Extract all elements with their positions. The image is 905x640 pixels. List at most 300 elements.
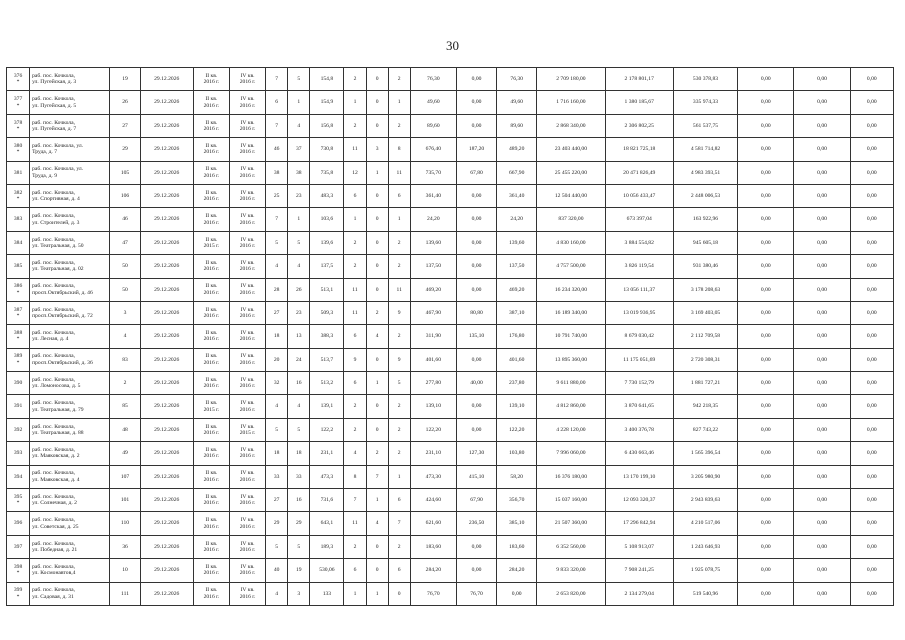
cell-deadline-date: 29.12.2026 bbox=[140, 372, 193, 395]
cell-cost-total: 16 189 340,00 bbox=[537, 301, 605, 324]
cell-rooms-total: 8 bbox=[344, 465, 366, 488]
cell-cost-fund: 7 730 152,79 bbox=[605, 372, 673, 395]
cell-residents-relocated: 5 bbox=[288, 535, 310, 558]
cell-house-id: 3 bbox=[110, 301, 140, 324]
cell-residents-relocated: 19 bbox=[288, 559, 310, 582]
cell-cost-total: 6 352 560,00 bbox=[537, 535, 605, 558]
cell-cost-region: 4 581 714,82 bbox=[673, 138, 737, 161]
cell-rooms-total: 11 bbox=[344, 138, 366, 161]
cell-cost-other: 0,00 bbox=[850, 301, 893, 324]
cell-start-quarter: II кв. 2016 г. bbox=[193, 559, 229, 582]
cell-residents-count: 6 bbox=[266, 91, 288, 114]
cell-house-id: 48 bbox=[110, 418, 140, 441]
cell-area-total: 513,1 bbox=[310, 278, 344, 301]
cell-cost-other: 0,00 bbox=[850, 418, 893, 441]
cell-house-id: 19 bbox=[110, 68, 140, 91]
cell-area-private: 137,50 bbox=[497, 255, 537, 278]
cell-cost-other: 0,00 bbox=[850, 138, 893, 161]
cell-start-quarter: II кв. 2016 г. bbox=[193, 68, 229, 91]
cell-address: раб. пос. Кочкола, ул. Театральная, д. 88 bbox=[30, 418, 110, 441]
cell-row-number: 391 bbox=[7, 395, 30, 418]
cell-rooms-total: 2 bbox=[344, 68, 366, 91]
cell-address: раб. пос. Кочкола, ул. Пугейская, д. 5 bbox=[30, 91, 110, 114]
cell-area-private: 667,90 bbox=[497, 161, 537, 184]
cell-area-municipal: 0,00 bbox=[456, 231, 496, 254]
cell-end-quarter: IV кв. 2016 г. bbox=[229, 138, 265, 161]
cell-cost-fund: 17 296 842,94 bbox=[605, 512, 673, 535]
cell-deadline-date: 29.12.2026 bbox=[140, 255, 193, 278]
cell-cost-municipal: 0,00 bbox=[738, 208, 794, 231]
cell-area-private: 387,10 bbox=[497, 301, 537, 324]
cell-cost-extra: 0,00 bbox=[794, 535, 850, 558]
cell-cost-region: 2 943 839,63 bbox=[673, 489, 737, 512]
cell-row-number: 385 bbox=[7, 255, 30, 278]
cell-cost-municipal: 0,00 bbox=[738, 68, 794, 91]
cell-area-relocated: 735,70 bbox=[410, 161, 456, 184]
cell-end-quarter: IV кв. 2016 г. bbox=[229, 465, 265, 488]
cell-rooms-private: 5 bbox=[388, 372, 410, 395]
cell-rooms-total: 6 bbox=[344, 325, 366, 348]
cell-address: раб. пос. Кочкола, ул. Строителей, д. 3 bbox=[30, 208, 110, 231]
cell-cost-total: 13 895 360,00 bbox=[537, 348, 605, 371]
table-row bbox=[7, 231, 894, 254]
cell-cost-region: 3 205 980,90 bbox=[673, 465, 737, 488]
cell-cost-other: 0,00 bbox=[850, 325, 893, 348]
cell-house-id: 110 bbox=[110, 512, 140, 535]
cell-residents-count: 40 bbox=[266, 559, 288, 582]
cell-deadline-date: 29.12.2026 bbox=[140, 184, 193, 207]
cell-area-municipal: 0,00 bbox=[456, 348, 496, 371]
cell-cost-other: 0,00 bbox=[850, 512, 893, 535]
cell-area-relocated: 621,60 bbox=[410, 512, 456, 535]
cell-cost-fund: 11 175 051,69 bbox=[605, 348, 673, 371]
cell-cost-other: 0,00 bbox=[850, 348, 893, 371]
cell-rooms-private: 11 bbox=[388, 161, 410, 184]
cell-cost-fund: 1 380 185,67 bbox=[605, 91, 673, 114]
cell-rooms-private: 7 bbox=[388, 512, 410, 535]
cell-cost-region: 931 380,46 bbox=[673, 255, 737, 278]
cell-area-private: 139,60 bbox=[497, 231, 537, 254]
cell-address: раб. пос. Кочкола, ул. Маяковская, д. 4 bbox=[30, 465, 110, 488]
cell-cost-region: 942 218,35 bbox=[673, 395, 737, 418]
cell-area-municipal: 0,00 bbox=[456, 184, 496, 207]
cell-residents-count: 5 bbox=[266, 231, 288, 254]
cell-cost-extra: 0,00 bbox=[794, 348, 850, 371]
cell-area-municipal: 67,90 bbox=[456, 489, 496, 512]
cell-row-number: 386 * bbox=[7, 278, 30, 301]
cell-area-relocated: 676,40 bbox=[410, 138, 456, 161]
cell-area-total: 154,9 bbox=[310, 91, 344, 114]
cell-residents-count: 46 bbox=[266, 138, 288, 161]
cell-end-quarter: IV кв. 2016 г. bbox=[229, 325, 265, 348]
cell-cost-total: 23 403 440,00 bbox=[537, 138, 605, 161]
cell-house-id: 47 bbox=[110, 231, 140, 254]
cell-address: раб. пос. Кочкола, ул. Труда, д. 9 bbox=[30, 161, 110, 184]
cell-area-private: 401,60 bbox=[497, 348, 537, 371]
cell-rooms-total: 6 bbox=[344, 184, 366, 207]
table-row bbox=[7, 465, 894, 488]
cell-residents-relocated: 29 bbox=[288, 512, 310, 535]
cell-row-number: 384 bbox=[7, 231, 30, 254]
cell-house-id: 26 bbox=[110, 91, 140, 114]
cell-start-quarter: II кв. 2016 г. bbox=[193, 442, 229, 465]
cell-area-private: 176,80 bbox=[497, 325, 537, 348]
cell-house-id: 49 bbox=[110, 442, 140, 465]
cell-area-relocated: 401,60 bbox=[410, 348, 456, 371]
cell-cost-region: 2 112 709,58 bbox=[673, 325, 737, 348]
cell-deadline-date: 29.12.2026 bbox=[140, 489, 193, 512]
cell-cost-fund: 12 093 320,37 bbox=[605, 489, 673, 512]
cell-area-total: 730,8 bbox=[310, 138, 344, 161]
cell-cost-fund: 3 826 119,54 bbox=[605, 255, 673, 278]
cell-area-municipal: 0,00 bbox=[456, 418, 496, 441]
cell-cost-region: 1 565 396,54 bbox=[673, 442, 737, 465]
cell-house-id: 10 bbox=[110, 559, 140, 582]
table-body bbox=[7, 68, 894, 606]
cell-deadline-date: 29.12.2026 bbox=[140, 114, 193, 137]
cell-residents-relocated: 16 bbox=[288, 489, 310, 512]
cell-cost-region: 4 983 393,51 bbox=[673, 161, 737, 184]
cell-residents-relocated: 3 bbox=[288, 582, 310, 605]
cell-cost-region: 4 210 517,06 bbox=[673, 512, 737, 535]
cell-cost-total: 21 507 360,00 bbox=[537, 512, 605, 535]
cell-row-number: 399 * bbox=[7, 582, 30, 605]
cell-residents-relocated: 24 bbox=[288, 348, 310, 371]
cell-cost-extra: 0,00 bbox=[794, 91, 850, 114]
cell-residents-count: 27 bbox=[266, 301, 288, 324]
cell-cost-region: 2 720 308,31 bbox=[673, 348, 737, 371]
cell-cost-region: 945 605,18 bbox=[673, 231, 737, 254]
cell-cost-municipal: 0,00 bbox=[738, 231, 794, 254]
cell-row-number: 396 bbox=[7, 512, 30, 535]
cell-deadline-date: 29.12.2026 bbox=[140, 582, 193, 605]
cell-cost-other: 0,00 bbox=[850, 231, 893, 254]
cell-address: раб. пос. Кочкола, ул. Пугейская, д. 3 bbox=[30, 68, 110, 91]
cell-cost-municipal: 0,00 bbox=[738, 559, 794, 582]
cell-cost-total: 9 611 880,00 bbox=[537, 372, 605, 395]
cell-rooms-total: 12 bbox=[344, 161, 366, 184]
cell-residents-count: 27 bbox=[266, 489, 288, 512]
cell-cost-other: 0,00 bbox=[850, 535, 893, 558]
cell-rooms-total: 1 bbox=[344, 582, 366, 605]
cell-cost-total: 25 455 220,00 bbox=[537, 161, 605, 184]
cell-area-total: 133 bbox=[310, 582, 344, 605]
cell-start-quarter: II кв. 2016 г. bbox=[193, 465, 229, 488]
cell-cost-municipal: 0,00 bbox=[738, 418, 794, 441]
cell-cost-other: 0,00 bbox=[850, 278, 893, 301]
cell-address: раб. пос. Кочкола, просп.Октябрьский, д. 72 bbox=[30, 301, 110, 324]
cell-address: раб. пос. Кочкола, ул. Спортивная, д. 4 bbox=[30, 184, 110, 207]
cell-cost-municipal: 0,00 bbox=[738, 465, 794, 488]
cell-cost-extra: 0,00 bbox=[794, 255, 850, 278]
cell-residents-relocated: 4 bbox=[288, 395, 310, 418]
cell-cost-extra: 0,00 bbox=[794, 278, 850, 301]
cell-start-quarter: II кв. 2016 г. bbox=[193, 91, 229, 114]
cell-end-quarter: IV кв. 2016 г. bbox=[229, 278, 265, 301]
cell-area-private: 385,10 bbox=[497, 512, 537, 535]
cell-end-quarter: IV кв. 2016 г. bbox=[229, 582, 265, 605]
cell-cost-region: 1 925 078,75 bbox=[673, 559, 737, 582]
cell-rooms-municipal: 0 bbox=[366, 68, 388, 91]
cell-start-quarter: II кв. 2016 г. bbox=[193, 208, 229, 231]
cell-rooms-municipal: 0 bbox=[366, 559, 388, 582]
cell-residents-count: 4 bbox=[266, 395, 288, 418]
cell-cost-total: 10 791 740,00 bbox=[537, 325, 605, 348]
cell-end-quarter: IV кв. 2016 г. bbox=[229, 91, 265, 114]
cell-deadline-date: 29.12.2026 bbox=[140, 91, 193, 114]
cell-rooms-total: 6 bbox=[344, 559, 366, 582]
cell-rooms-total: 2 bbox=[344, 255, 366, 278]
cell-area-private: 122,20 bbox=[497, 418, 537, 441]
cell-area-relocated: 122,20 bbox=[410, 418, 456, 441]
cell-residents-relocated: 5 bbox=[288, 68, 310, 91]
cell-cost-extra: 0,00 bbox=[794, 442, 850, 465]
cell-area-relocated: 467,90 bbox=[410, 301, 456, 324]
cell-deadline-date: 29.12.2026 bbox=[140, 161, 193, 184]
cell-row-number: 390 bbox=[7, 372, 30, 395]
cell-rooms-municipal: 1 bbox=[366, 489, 388, 512]
cell-area-municipal: 0,00 bbox=[456, 255, 496, 278]
cell-residents-relocated: 23 bbox=[288, 184, 310, 207]
cell-residents-relocated: 1 bbox=[288, 91, 310, 114]
cell-area-relocated: 424,60 bbox=[410, 489, 456, 512]
cell-rooms-private: 6 bbox=[388, 184, 410, 207]
cell-rooms-private: 1 bbox=[388, 91, 410, 114]
cell-rooms-private: 1 bbox=[388, 465, 410, 488]
cell-cost-extra: 0,00 bbox=[794, 465, 850, 488]
cell-cost-other: 0,00 bbox=[850, 161, 893, 184]
cell-area-relocated: 89,60 bbox=[410, 114, 456, 137]
cell-end-quarter: IV кв. 2016 г. bbox=[229, 512, 265, 535]
cell-cost-municipal: 0,00 bbox=[738, 395, 794, 418]
cell-rooms-private: 2 bbox=[388, 442, 410, 465]
cell-area-total: 231,1 bbox=[310, 442, 344, 465]
cell-rooms-municipal: 7 bbox=[366, 465, 388, 488]
cell-area-total: 513,7 bbox=[310, 348, 344, 371]
cell-cost-municipal: 0,00 bbox=[738, 372, 794, 395]
cell-end-quarter: IV кв. 2016 г. bbox=[229, 372, 265, 395]
cell-row-number: 397 bbox=[7, 535, 30, 558]
cell-area-municipal: 0,00 bbox=[456, 535, 496, 558]
cell-residents-relocated: 23 bbox=[288, 301, 310, 324]
cell-address: раб. пос. Кочкола, ул. Победная, д. 21 bbox=[30, 535, 110, 558]
cell-address: раб. пос. Кочкола, ул. Маяковская, д. 2 bbox=[30, 442, 110, 465]
cell-area-relocated: 49,60 bbox=[410, 91, 456, 114]
table-row bbox=[7, 395, 894, 418]
cell-rooms-municipal: 0 bbox=[366, 91, 388, 114]
cell-cost-fund: 6 430 663,46 bbox=[605, 442, 673, 465]
cell-rooms-municipal: 0 bbox=[366, 114, 388, 137]
cell-area-relocated: 137,50 bbox=[410, 255, 456, 278]
cell-area-private: 103,80 bbox=[497, 442, 537, 465]
cell-area-municipal: 80,80 bbox=[456, 301, 496, 324]
cell-rooms-private: 2 bbox=[388, 535, 410, 558]
cell-deadline-date: 29.12.2026 bbox=[140, 418, 193, 441]
cell-area-total: 156,8 bbox=[310, 114, 344, 137]
cell-cost-extra: 0,00 bbox=[794, 301, 850, 324]
cell-end-quarter: IV кв. 2016 г. bbox=[229, 559, 265, 582]
cell-cost-municipal: 0,00 bbox=[738, 582, 794, 605]
cell-address: раб. пос. Кочкола, ул. Пугейская, д. 7 bbox=[30, 114, 110, 137]
table-row bbox=[7, 559, 894, 582]
table-row bbox=[7, 208, 894, 231]
cell-cost-municipal: 0,00 bbox=[738, 325, 794, 348]
cell-cost-total: 1 716 160,00 bbox=[537, 91, 605, 114]
cell-area-municipal: 0,00 bbox=[456, 91, 496, 114]
cell-rooms-municipal: 2 bbox=[366, 442, 388, 465]
cell-row-number: 382 * bbox=[7, 184, 30, 207]
cell-start-quarter: II кв. 2016 г. bbox=[193, 372, 229, 395]
cell-deadline-date: 29.12.2026 bbox=[140, 68, 193, 91]
cell-row-number: 389 * bbox=[7, 348, 30, 371]
cell-area-municipal: 0,00 bbox=[456, 278, 496, 301]
cell-area-total: 731,6 bbox=[310, 489, 344, 512]
cell-rooms-municipal: 4 bbox=[366, 325, 388, 348]
cell-cost-total: 837 320,00 bbox=[537, 208, 605, 231]
table-row bbox=[7, 278, 894, 301]
cell-house-id: 85 bbox=[110, 395, 140, 418]
cell-rooms-municipal: 0 bbox=[366, 348, 388, 371]
housing-registry-table bbox=[6, 67, 894, 606]
cell-cost-municipal: 0,00 bbox=[738, 535, 794, 558]
cell-rooms-total: 2 bbox=[344, 231, 366, 254]
cell-residents-count: 4 bbox=[266, 255, 288, 278]
cell-cost-fund: 13 170 199,10 bbox=[605, 465, 673, 488]
cell-area-total: 388,3 bbox=[310, 325, 344, 348]
cell-rooms-municipal: 0 bbox=[366, 418, 388, 441]
cell-row-number: 394 bbox=[7, 465, 30, 488]
cell-area-municipal: 187,20 bbox=[456, 138, 496, 161]
cell-house-id: 50 bbox=[110, 255, 140, 278]
cell-row-number: 380 * bbox=[7, 138, 30, 161]
cell-cost-extra: 0,00 bbox=[794, 161, 850, 184]
cell-end-quarter: IV кв. 2016 г. bbox=[229, 184, 265, 207]
cell-cost-other: 0,00 bbox=[850, 255, 893, 278]
cell-cost-extra: 0,00 bbox=[794, 582, 850, 605]
cell-area-private: 284,20 bbox=[497, 559, 537, 582]
cell-area-municipal: 0,00 bbox=[456, 114, 496, 137]
cell-row-number: 398 * bbox=[7, 559, 30, 582]
cell-cost-fund: 5 108 913,07 bbox=[605, 535, 673, 558]
cell-end-quarter: IV кв. 2016 г. bbox=[229, 114, 265, 137]
cell-residents-count: 7 bbox=[266, 208, 288, 231]
cell-rooms-total: 11 bbox=[344, 278, 366, 301]
cell-deadline-date: 29.12.2026 bbox=[140, 278, 193, 301]
cell-residents-relocated: 5 bbox=[288, 231, 310, 254]
cell-address: раб. пос. Кочкола, ул. Театральная, д. 79 bbox=[30, 395, 110, 418]
cell-address: раб. пос. Кочкола, ул. Труда, д. 7 bbox=[30, 138, 110, 161]
cell-house-id: 107 bbox=[110, 465, 140, 488]
cell-start-quarter: II кв. 2016 г. bbox=[193, 418, 229, 441]
cell-rooms-total: 2 bbox=[344, 114, 366, 137]
cell-area-private: 237,80 bbox=[497, 372, 537, 395]
cell-area-municipal: 40,00 bbox=[456, 372, 496, 395]
cell-area-relocated: 361,40 bbox=[410, 184, 456, 207]
cell-cost-total: 7 996 060,00 bbox=[537, 442, 605, 465]
cell-residents-relocated: 18 bbox=[288, 442, 310, 465]
cell-rooms-total: 1 bbox=[344, 91, 366, 114]
cell-address: раб. пос. Кочкола, ул. Солнечная, д. 2 bbox=[30, 489, 110, 512]
cell-rooms-municipal: 0 bbox=[366, 184, 388, 207]
cell-rooms-total: 11 bbox=[344, 301, 366, 324]
cell-rooms-private: 6 bbox=[388, 559, 410, 582]
cell-address: раб. пос. Кочкола, ул. Театральная, д. 50 bbox=[30, 231, 110, 254]
cell-cost-fund: 10 056 433,47 bbox=[605, 184, 673, 207]
cell-cost-extra: 0,00 bbox=[794, 114, 850, 137]
cell-cost-region: 827 743,22 bbox=[673, 418, 737, 441]
cell-rooms-private: 2 bbox=[388, 325, 410, 348]
cell-rooms-total: 2 bbox=[344, 395, 366, 418]
cell-cost-municipal: 0,00 bbox=[738, 114, 794, 137]
cell-deadline-date: 29.12.2026 bbox=[140, 442, 193, 465]
cell-cost-municipal: 0,00 bbox=[738, 442, 794, 465]
cell-rooms-municipal: 0 bbox=[366, 255, 388, 278]
cell-row-number: 395 * bbox=[7, 489, 30, 512]
cell-cost-total: 4 757 500,00 bbox=[537, 255, 605, 278]
cell-rooms-municipal: 1 bbox=[366, 161, 388, 184]
cell-cost-other: 0,00 bbox=[850, 184, 893, 207]
cell-cost-region: 335 974,33 bbox=[673, 91, 737, 114]
cell-area-total: 137,5 bbox=[310, 255, 344, 278]
cell-area-private: 49,60 bbox=[497, 91, 537, 114]
cell-area-relocated: 76,70 bbox=[410, 582, 456, 605]
page-number: 30 bbox=[446, 38, 459, 53]
cell-area-relocated: 76,30 bbox=[410, 68, 456, 91]
cell-area-private: 76,30 bbox=[497, 68, 537, 91]
cell-rooms-private: 9 bbox=[388, 301, 410, 324]
cell-area-private: 89,60 bbox=[497, 114, 537, 137]
table-row bbox=[7, 535, 894, 558]
cell-cost-extra: 0,00 bbox=[794, 231, 850, 254]
cell-row-number: 378 * bbox=[7, 114, 30, 137]
cell-residents-count: 38 bbox=[266, 161, 288, 184]
cell-cost-municipal: 0,00 bbox=[738, 278, 794, 301]
cell-rooms-municipal: 4 bbox=[366, 512, 388, 535]
cell-row-number: 388 * bbox=[7, 325, 30, 348]
cell-start-quarter: II кв. 2016 г. bbox=[193, 161, 229, 184]
cell-area-relocated: 139,60 bbox=[410, 231, 456, 254]
cell-area-relocated: 139,10 bbox=[410, 395, 456, 418]
cell-deadline-date: 29.12.2026 bbox=[140, 559, 193, 582]
cell-start-quarter: II кв. 2016 г. bbox=[193, 301, 229, 324]
table-row bbox=[7, 418, 894, 441]
cell-area-relocated: 24,20 bbox=[410, 208, 456, 231]
cell-area-relocated: 311,90 bbox=[410, 325, 456, 348]
cell-area-private: 24,20 bbox=[497, 208, 537, 231]
cell-cost-fund: 13 019 936,95 bbox=[605, 301, 673, 324]
cell-end-quarter: IV кв. 2016 г. bbox=[229, 231, 265, 254]
cell-area-relocated: 277,80 bbox=[410, 372, 456, 395]
cell-deadline-date: 29.12.2026 bbox=[140, 535, 193, 558]
cell-house-id: 101 bbox=[110, 489, 140, 512]
cell-cost-region: 2 448 006,53 bbox=[673, 184, 737, 207]
cell-house-id: 29 bbox=[110, 138, 140, 161]
cell-cost-region: 163 922,96 bbox=[673, 208, 737, 231]
cell-rooms-municipal: 0 bbox=[366, 231, 388, 254]
cell-cost-extra: 0,00 bbox=[794, 559, 850, 582]
cell-rooms-municipal: 0 bbox=[366, 208, 388, 231]
table-row bbox=[7, 184, 894, 207]
table-row bbox=[7, 442, 894, 465]
cell-deadline-date: 29.12.2026 bbox=[140, 208, 193, 231]
cell-area-total: 139,6 bbox=[310, 231, 344, 254]
cell-address: раб. пос. Кочкола, ул. Ломоносова, д. 5 bbox=[30, 372, 110, 395]
cell-area-total: 122,2 bbox=[310, 418, 344, 441]
cell-deadline-date: 29.12.2026 bbox=[140, 465, 193, 488]
cell-house-id: 50 bbox=[110, 278, 140, 301]
cell-address: раб. пос. Кочкола, ул. Космонавтов,4 bbox=[30, 559, 110, 582]
cell-deadline-date: 29.12.2026 bbox=[140, 325, 193, 348]
